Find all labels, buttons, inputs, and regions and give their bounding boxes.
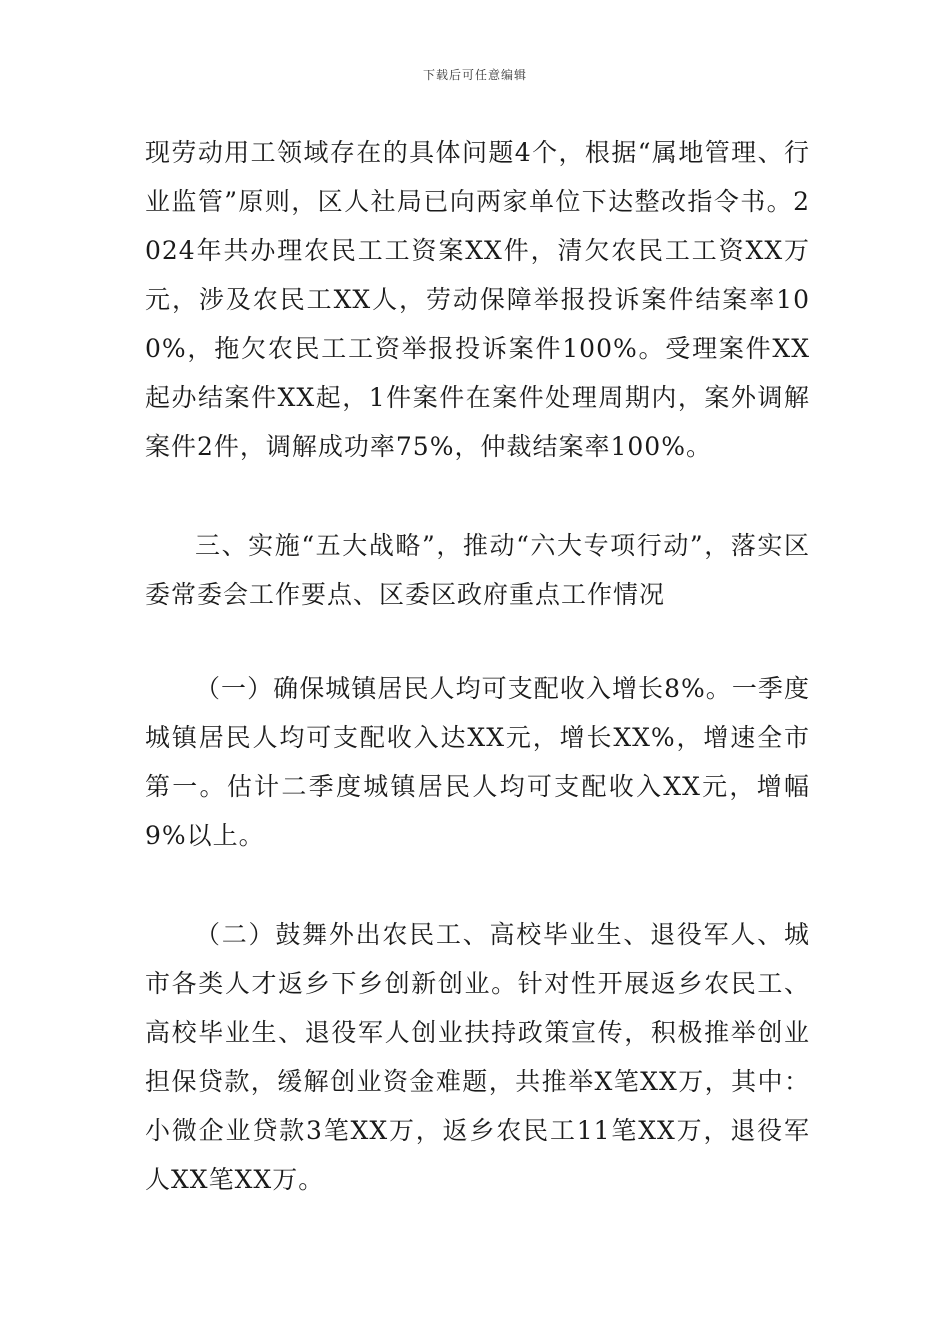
section-heading-three: 三、实施“五大战略”，推动“六大专项行动”，落实区委常委会工作要点、区委区政府重点工作情况: [145, 531, 810, 609]
document-body: [145, 128, 810, 1204]
page-header: 下载后可任意编辑: [422, 68, 527, 82]
paragraph-entrepreneurship: （二）鼓舞外出农民工、高校毕业生、退役军人、城市各类人才返乡下乡创新创业。针对性开展返乡农民工、高校毕业生、退役军人创业扶持政策宣传，积极推举创业担保贷款，缓解创业资金难题，共推举X笔XX万，其中：小微企业贷款3笔XX万，返乡农民工11笔XX万，退役军人XX笔XX万。: [145, 920, 810, 1194]
paragraph-labor-cases: 现劳动用工领域存在的具体问题4个，根据“属地管理、行业监管”原则，区人社局已向两家单位下达整改指令书。2024年共办理农民工工资案XX件，清欠农民工工资XX万元，涉及农民工XX人，劳动保障举报投诉案件结案率100%，拖欠农民工工资举报投诉案件100%。受理案件XX起办结案件XX起，1件案件在案件处理周期内，案外调解案件2件，调解成功率75%，仲裁结案率100%。: [145, 138, 810, 461]
paragraph-income-growth: （一）确保城镇居民人均可支配收入增长8%。一季度城镇居民人均可支配收入达XX元，增长XX%，增速全市第一。估计二季度城镇居民人均可支配收入XX元，增幅9%以上。: [145, 674, 810, 850]
